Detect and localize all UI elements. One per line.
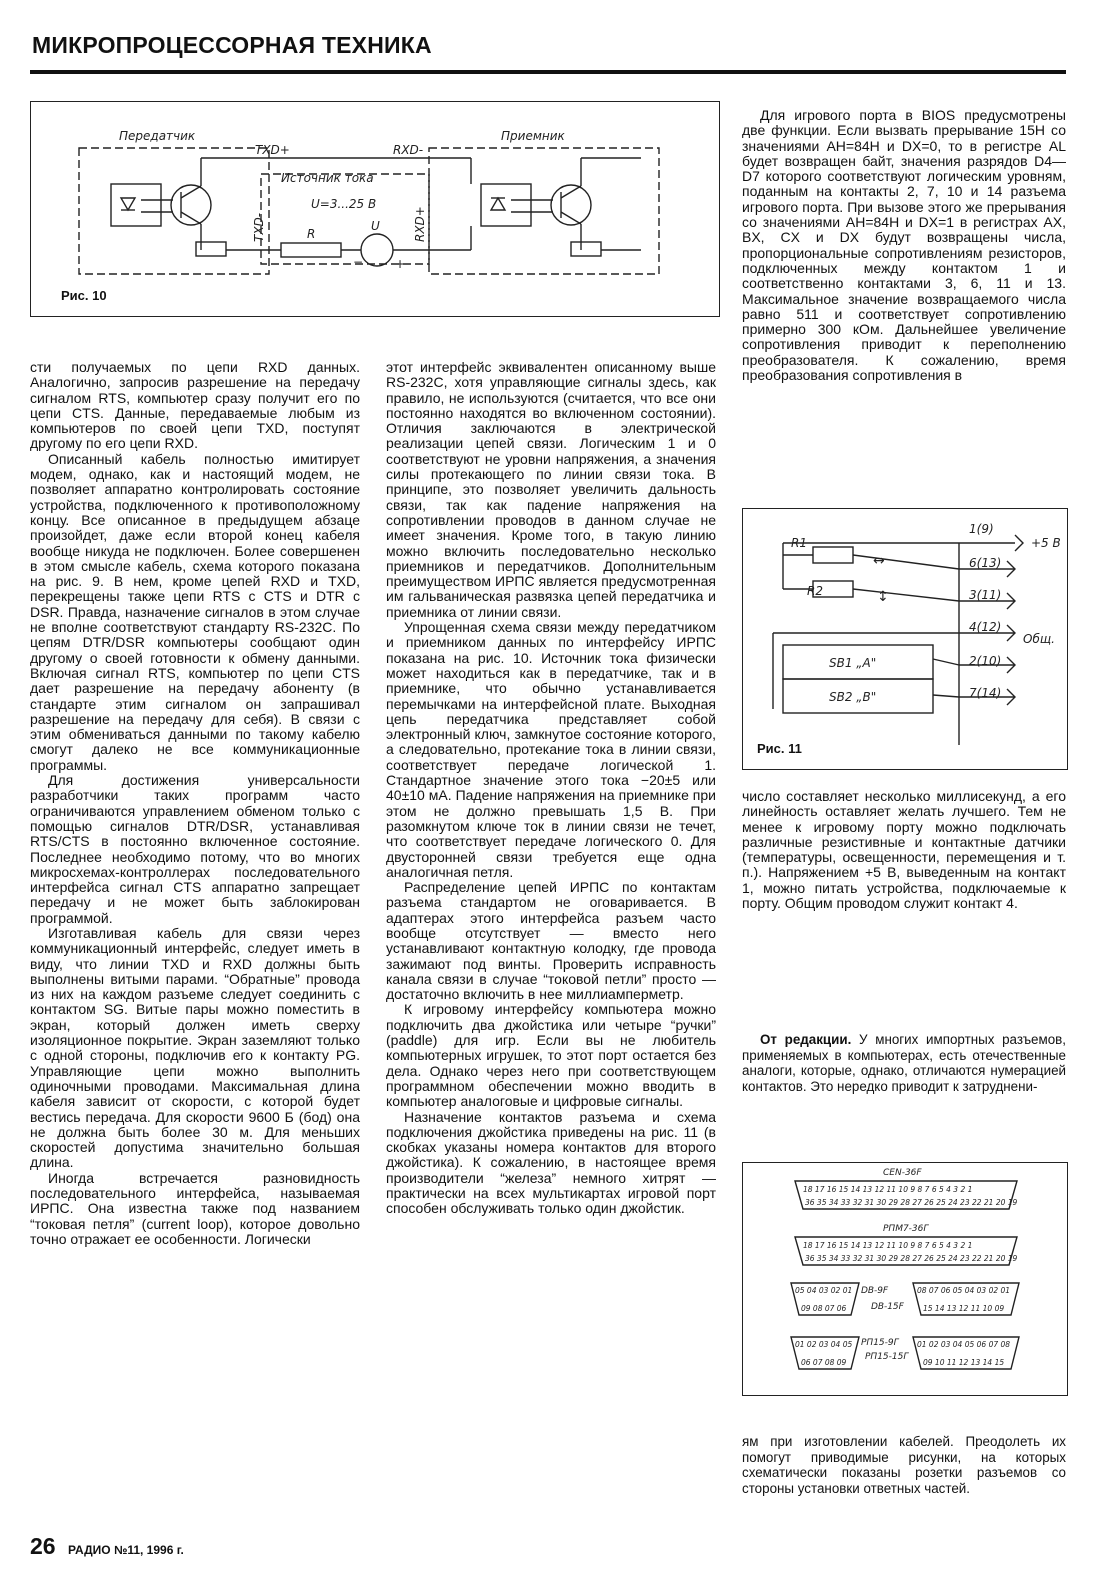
pin-3: 3(11) <box>969 588 1002 602</box>
paragraph: К игровому интерфейсу компьютера можно подключить два джойстика или четыре “ручки” (paddle) для игр. Если вы не любитель компьютерных игрушек, то этот порт остается без дела. Однако через него при соответствующем программном обеспечении можно вводить в компьютер аналоговые и цифровые сигналы. <box>386 1001 716 1110</box>
paragraph: Для достижения универсальности разработчики таких программ часто ограничиваются управлением обменом только с помощью сигналов DTR/DSR, устанавливая RTS/CTS в постоянно включенное состояние. Последнее необходимо потому, что во многих микросхемах-контроллерах последовательного интерфейса сигнал CTS аппаратно запрещает передачу и не может быть заблокирован программой. <box>30 772 360 926</box>
db9-top-pins: 05 04 03 02 01 <box>795 1286 853 1295</box>
rxd-minus-label: RXD- <box>393 143 424 157</box>
horizontal-arrow-icon: ↔ <box>873 553 885 569</box>
common-label: Общ. <box>1023 632 1055 646</box>
cen-top-pins: 18 17 16 15 14 13 12 11 10 9 8 7 6 5 4 3 2 1 <box>803 1185 973 1194</box>
pin-4: 4(12) <box>969 620 1002 634</box>
editorial-lead: От редакции. <box>760 1032 852 1047</box>
paragraph: сти получаемых по цепи RXD данных. Аналогично, запросив разрешение на передачу сигналом RTS, компьютер сразу получит его по цепи CTS. Данные, передаваемые любым из компьютеров по своей цепи TXD, поступят другому по его цепи RXD. <box>30 359 360 452</box>
rp15-15-label: РП15-15Г <box>865 1352 909 1362</box>
rp15-top-pins: 01 02 03 04 05 06 07 08 <box>917 1340 1011 1349</box>
paragraph: Упрощенная схема связи между передатчиком и приемником данных по интерфейсу ИРПС показана на рис. 10. Источник тока физически может находиться как в передатчике, так и в приемнике, что обычно устанавливается перемычками на интерфейсной плате. Выходная цепь передатчика представляет собой электронный ключ, замкнутое состояние которого, а следовательно, протекание тока в линии связи, соответствует передаче логической 1. Стандартное значение этого тока −20±5 или 40±10 мА. Падение напряжения на приемнике при этом не должно превышать 1,5 В. При разомкнутом ключе ток в линии связи не течет, что соответствует передаче логического 0. Для двусторонней связи требуется еще одна аналогичная петля. <box>386 619 716 880</box>
receiver-label: Приемник <box>501 129 565 143</box>
paragraph: Для игрового порта в BIOS предусмотрены две функции. Если вызвать прерывание 15H со значениями AH=84H и DX=0, то в регистре AL будет возвращен байт, значения разрядов D4—D7 которого соответствуют логическим уровням, поданным на контакты 2, 7, 10 и 14 разъема игрового порта. При вызове этого же прерывания со значениями AH=84H и DX=1 в регистрах AX, BX, CX и DX будут возвращены числа, пропорциональные сопротивлениям резисторов, подключенных между контактом 1 и соответственно контактами 3, 6, 11 и 13. Максимальное значение возвращаемого числа равно 511 и соответствует сопротивлению примерно 300 кОм. Дальнейшее увеличение сопротивления приводит к переполнению преобразователя. К сожалению, время преобразования сопротивления в <box>742 107 1066 384</box>
paragraph: ям при изготовлении кабелей. Преодолеть их помогут приводимые рисунки, на которых схематически показаны розетки разъемов со стороны установки ответных частей. <box>742 1434 1066 1496</box>
figure-11 <box>742 508 1068 770</box>
page-header <box>30 30 1066 74</box>
minus-sign: − <box>353 255 364 269</box>
db15-bottom-pins: 15 14 13 12 11 10 09 <box>923 1304 1005 1313</box>
page-number: 26 <box>30 1533 56 1559</box>
joystick-schematic <box>743 509 1067 769</box>
figure-connectors <box>742 1162 1068 1396</box>
db9-bottom-pins: 09 08 07 06 <box>801 1304 847 1313</box>
editorial-note <box>742 1032 1066 1094</box>
pin-6: 6(13) <box>969 556 1002 570</box>
paragraph: этот интерфейс эквивалентен описанному выше RS-232C, хотя управляющие сигналы здесь, как правило, не используются (считается, что все они постоянно находятся во включенном состоянии). Отличия заключаются в электрической реализации цепей связи. Логическим 1 и 0 соответствуют не уровни напряжения, а значения силы протекающего по линии связи тока. В принципе, это позволяет увеличить дальность связи, так как падение напряжения на сопротивлении проводов в данном случае не имеет значения. Кроме того, в такую линию можно включить последовательно несколько приемников и передатчиков. Дополнительным преимуществом ИРПС является предусмотренная им гальваническая развязка цепей передатчика и приемника от линии связи. <box>386 359 716 620</box>
cen36f-label: CEN-36F <box>883 1168 922 1178</box>
column-2 <box>386 360 716 1217</box>
plus-sign: + <box>395 257 406 271</box>
txd-minus-label: TXD- <box>252 212 266 242</box>
paragraph: Изготавливая кабель для связи через коммуникационный интерфейс, следует иметь в виду, что линии TXD и RXD должны быть выполнены витыми парами. “Обратные” провода из них на каждом разъеме следует соединить с контактом SG. Витые пары можно поместить в экран, который должен иметь сверху изоляционное покрытие. Экран заземляют только с одной стороны, подключив его к контакту PG. Управляющие цепи можно выполнить одиночными проводами. Максимальная длина кабеля зависит от скорости, с которой будет вестись передача. Для скорости 9600 Б (бод) она не должна быть более 30 м. Для меньших скоростей допустима значительно большая длина. <box>30 924 360 1171</box>
editorial-continuation <box>742 1434 1066 1496</box>
connector-pinouts <box>743 1163 1067 1395</box>
cen-bottom-pins: 36 35 34 33 32 31 30 29 28 27 26 25 24 23 22 21 20 19 <box>805 1198 1018 1207</box>
paragraph: Назначение контактов разъема и схема подключения джойстика приведены на рис. 11 (в скобках указаны номера контактов для второго джойстика). К сожалению, в настоящее время производители “железа” немного хитрят — практически на всех мультикартах игровой порт способен обслуживать только один джойстик. <box>386 1108 716 1217</box>
current-source-label: Источник тока <box>281 171 374 185</box>
meter-u-label: U <box>371 219 380 233</box>
transmitter-label: Передатчик <box>119 129 196 143</box>
pin-1: 1(9) <box>969 522 994 536</box>
db15-top-pins: 08 07 06 05 04 03 02 01 <box>917 1286 1011 1295</box>
paragraph: число составляет несколько миллисекунд, а его линейность оставляет желать лучшего. Тем не менее к игровому порту можно подключать различные резистивные и контактные датчики (температуры, освещенности, перемещения и т. п.). Напряжением +5 В, выведенным на контакт 1, можно питать устройства, подключаемые к порту. Общим проводом служит контакт 4. <box>742 788 1066 912</box>
rp9-top-pins: 01 02 03 04 05 <box>795 1340 853 1349</box>
pin-7: 7(14) <box>969 686 1002 700</box>
rp9-bottom-pins: 06 07 08 09 <box>801 1358 847 1367</box>
sb1-label: SB1 „A" <box>829 656 877 670</box>
paragraph: Иногда встречается разновидность последовательного интерфейса, называемая ИРПС. Она известна также под названием “токовая петля” (current loop), которое довольно точно отражает ее особенности. Логически <box>30 1169 360 1247</box>
section-title: МИКРОПРОЦЕССОРНАЯ ТЕХНИКА <box>32 32 432 58</box>
rp15-9-label: РП15-9Г <box>861 1338 899 1348</box>
editorial-text: У многих импортных разъемов, применяемых в компьютерах, есть отечественные аналоги, которые, однако, отличаются нумерацией контактов. Это нередко приводит к затруднени- <box>742 1032 1066 1094</box>
rxd-plus-label: RXD+ <box>413 206 427 242</box>
current-loop-schematic <box>31 102 719 316</box>
page-footer <box>30 1533 184 1563</box>
rpm7-label: РПМ7-36Г <box>883 1224 929 1234</box>
voltage-label: U=3...25 В <box>311 197 377 211</box>
fig11-caption: Рис. 11 <box>757 741 802 756</box>
column-3-top <box>742 108 1066 383</box>
db15f-label: DB-15F <box>871 1302 904 1312</box>
vertical-arrow-icon: ↕ <box>877 589 889 605</box>
plus5v-label: +5 В <box>1031 536 1061 550</box>
column-3-middle <box>742 789 1066 911</box>
rpm-bottom-pins: 36 35 34 33 32 31 30 29 28 27 26 25 24 23 22 21 20 19 <box>805 1254 1018 1263</box>
r2-label: R2 <box>807 584 823 598</box>
paragraph: Описанный кабель полностью имитирует модем, однако, как и настоящий модем, не позволяет аппаратно контролировать состояние устройства, подключенного к противоположному концу. Все описанное в предыдущем абзаце произойдет, даже если второй конец кабеля вообще никуда не подключен. Более совершенен в этом смысле кабель, схема которого показана на рис. 9. В нем, кроме цепей RXD и TXD, перекрещены также цепи RTS с CTS и DTR с DSR. Правда, назначение сигналов в этом случае не вполне соответствуют стандарту RS-232C. По цепям DTR/DSR компьютеры сообщают один другому о своей готовности к обмену данными. Включая сигнал RTS, компьютер по цепи CTS дает разрешение на передачу абоненту (в стандарте этим сигналом он запрашивал разрешение на передачу для себя). В связи с этим обмениваться данными по такому кабелю смогут далеко не все коммуникационные программы. <box>30 450 360 773</box>
paragraph: Распределение цепей ИРПС по контактам разъема стандартом не оговаривается. В адаптерах этого интерфейса разъем часто вообще отсутствует — вместо него устанавливают контактную колодку, где провода зажимают под винты. Проверить исправность канала связи в случае “токовой петли” просто — достаточно включить в нее миллиамперметр. <box>386 879 716 1003</box>
column-1 <box>30 360 360 1247</box>
sb2-label: SB2 „B" <box>829 690 877 704</box>
fig10-caption: Рис. 10 <box>61 288 107 303</box>
rp15-bottom-pins: 09 10 11 12 13 14 15 <box>923 1358 1005 1367</box>
txd-plus-label: TXD+ <box>255 143 290 157</box>
figure-10 <box>30 101 720 317</box>
resistor-r-label: R <box>307 227 316 241</box>
pin-2: 2(10) <box>969 654 1002 668</box>
r1-label: R1 <box>791 536 807 550</box>
db9f-label: DB-9F <box>861 1286 889 1296</box>
issue-label: РАДИО №11, 1996 г. <box>68 1543 184 1557</box>
rpm-top-pins: 18 17 16 15 14 13 12 11 10 9 8 7 6 5 4 3 2 1 <box>803 1241 973 1250</box>
